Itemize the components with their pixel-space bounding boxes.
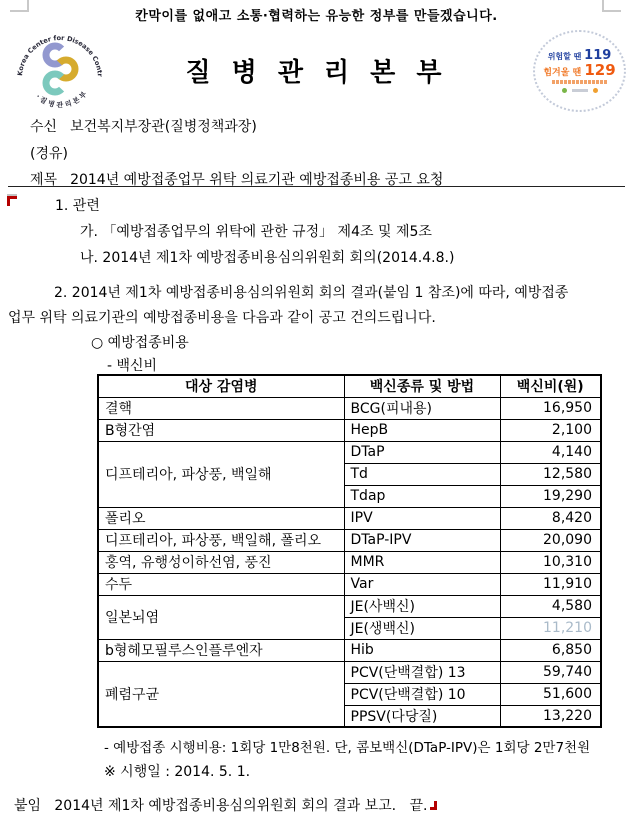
vaccine-price-cell: 4,140 [500,441,601,463]
table-row [98,419,601,441]
government-slogan: 칸막이를 없애고 소통·협력하는 유능한 정부를 만들겠습니다. [135,9,498,24]
vaccine-name-cell: PPSV(다당질) [344,705,500,727]
badge-119-number: 119 [584,48,612,64]
effective-date-note: ※ 시행일 : 2014. 5. 1. [104,764,251,780]
vaccine-price-cell: 11,210 [500,617,601,639]
recipient-line [30,116,257,136]
recipient-value: 보건복지부장관(질병정책과장) [70,119,257,135]
vaccine-name-cell: JE(생백신) [344,617,500,639]
vaccine-name-cell: MMR [344,551,500,573]
header-disease: 대상 감염병 [98,375,344,397]
disease-cell: 홍역, 유행성이하선염, 풍진 [98,551,344,573]
vaccine-name-cell: Tdap [344,485,500,507]
disease-cell: 일본뇌염 [98,595,344,639]
vaccine-price-cell: 10,310 [500,551,601,573]
table-row [98,441,601,463]
revision-close-mark [430,801,437,810]
cost-bullet: ○ 예방접종비용 [91,335,189,351]
vaccine-cost-table [97,374,602,728]
mini-logo-orange-icon [593,88,598,93]
table-row [98,639,601,661]
body-item-1a: 가. 「예방접종업무의 위탁에 관한 규정」 제4조 및 제5조 [80,224,432,240]
emergency-call-badge [533,30,626,112]
logo-arc-bottom-text: · 질 병 관 리 본 부 [34,90,89,110]
table-header-row [98,375,601,397]
badge-line-129 [543,60,616,79]
table-row [98,595,601,617]
recipient-label: 수신 [30,119,58,135]
body-item-1: 1. 관련 [55,198,100,214]
vaccine-price-cell: 8,420 [500,507,601,529]
badge-fine-print [552,80,608,84]
body-item-1b: 나. 2014년 제1차 예방접종비용심의위원회 회의(2014.4.8.) [80,250,455,266]
vaccine-cost-subbullet: - 백신비 [107,358,158,374]
disease-cell: b형헤모필루스인플루엔자 [98,639,344,661]
vaccine-price-cell: 13,220 [500,705,601,727]
badge-129-number: 129 [584,60,616,79]
vaccine-name-cell: Hib [344,639,500,661]
admin-fee-note: - 예방접종 시행비용: 1회당 1만8천원. 단, 콤보백신(DTaP-IPV)은 1회당 2만7천원 [104,740,591,756]
vaccine-price-cell: 12,580 [500,463,601,485]
vaccine-price-cell: 16,950 [500,397,601,419]
logo-arc-top-text: Korea Center for Disease Contr [16,33,105,78]
org-title: 질 병 관 리 본 부 [185,58,448,88]
disease-cell: B형간염 [98,419,344,441]
disease-cell: 폐렴구균 [98,661,344,727]
vaccine-price-cell: 4,580 [500,595,601,617]
attachment-text: 붙임 2014년 제1차 예방접종비용심의위원회 회의 결과 보고. 끝. [14,798,428,814]
vaccine-name-cell: PCV(단백결합) 10 [344,683,500,705]
vaccine-price-cell: 59,740 [500,661,601,683]
table-row [98,529,601,551]
vaccine-name-cell: IPV [344,507,500,529]
vaccine-name-cell: HepB [344,419,500,441]
disease-cell: 수두 [98,573,344,595]
vaccine-name-cell: PCV(단백결합) 13 [344,661,500,683]
header-price: 백신비(원) [500,375,601,397]
vaccine-name-cell: DTaP-IPV [344,529,500,551]
badge-mini-logos [562,88,598,93]
table-row [98,551,601,573]
badge-119-label: 위험할 땐 [547,52,585,62]
table-row [98,573,601,595]
header-vaccine-type: 백신종류 및 방법 [344,375,500,397]
table-row [98,397,601,419]
vaccine-price-cell: 6,850 [500,639,601,661]
mini-logo-green-icon [562,88,567,93]
attachment-line [14,795,437,815]
disease-cell: 폴리오 [98,507,344,529]
vaccine-table-body [98,397,601,727]
vaccine-price-cell: 19,290 [500,485,601,507]
vaccine-price-cell: 20,090 [500,529,601,551]
subject-label: 제목 [30,172,58,188]
vaccine-price-cell: 2,100 [500,419,601,441]
via-line: (경유) [30,146,68,162]
badge-129-label: 힘겨울 땐 [543,67,585,78]
disease-cell: 결핵 [98,397,344,419]
vaccine-name-cell: Td [344,463,500,485]
revision-open-mark [7,196,17,206]
vaccine-name-cell: Var [344,573,500,595]
disease-cell: 디프테리아, 파상풍, 백일해, 폴리오 [98,529,344,551]
vaccine-name-cell: BCG(피내용) [344,397,500,419]
subject-value: 2014년 예방접종업무 위탁 의료기관 예방접종비용 공고 요청 [70,172,444,188]
vaccine-price-cell: 51,600 [500,683,601,705]
header-divider [8,186,625,187]
table-row [98,507,601,529]
body-item-2-line2: 업무 위탁 의료기관의 예방접종비용을 다음과 같이 공고 건의드립니다. [8,310,436,326]
body-item-2-line1: 2. 2014년 제1차 예방접종비용심의위원회 회의 결과(붙임 1 참조)에 따라, 예방접종 [54,285,569,301]
vaccine-price-cell: 11,910 [500,573,601,595]
mini-logo-text-bar [572,89,588,92]
vaccine-name-cell: DTaP [344,441,500,463]
disease-cell: 디프테리아, 파상풍, 백일해 [98,441,344,507]
vaccine-name-cell: JE(사백신) [344,595,500,617]
table-row [98,661,601,683]
